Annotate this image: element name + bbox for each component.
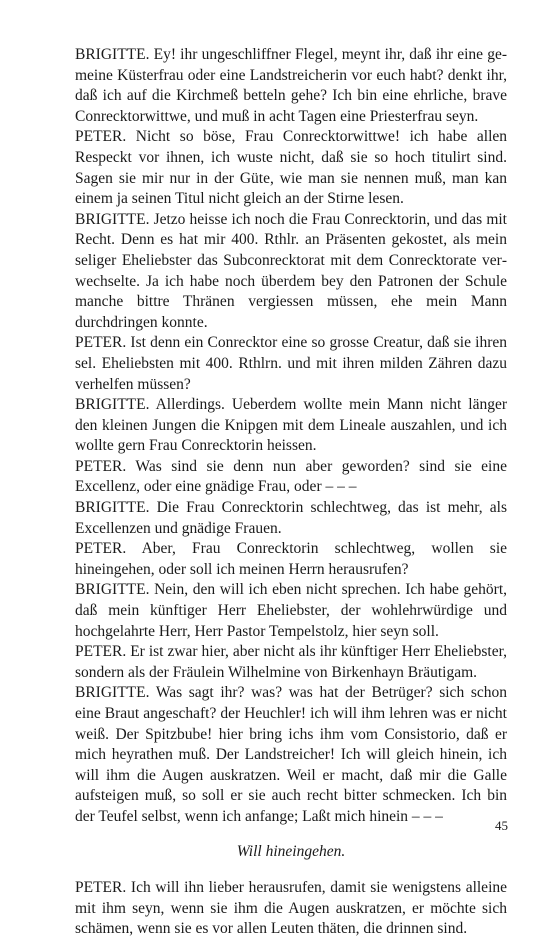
speech-brigitte-4: BRIGITTE. Die Frau Conrecktorin schlechtweg, das ist mehr, als Excellenzen und gnädige Frauen. bbox=[75, 499, 507, 537]
speech-brigitte-6: BRIGITTE. Was sagt ihr? was? was hat der Betrüger? sich schon eine Braut angeschaft? der Heuchler! ich will ihm lehren was er nicht weiß. Der Spitzbube! hier bring ichs ihm vom Consistorio, daß er mich heyrathen muß. Der Landstreicher! Ich will gleich hinein, ich will ihm die Augen auskratzen. Weil er macht, daß mir die Galle aufsteigen muß, so soll er sie auch recht bitter schmecken. Ich bin der Teufel selbst, wenn ich anfange; Laßt mich hinein – – – bbox=[75, 684, 507, 825]
speech-peter-6: PETER. Ich will ihn lieber herausrufen, damit sie wenigstens alleine mit ihm seyn, wenn sie ihm die Augen auskratzen, er möchte sich schämen, wenn sie es vor allen Leuten thäten, die drinnen sind. bbox=[75, 879, 507, 938]
stage-direction: Will hineingehen. bbox=[236, 842, 346, 860]
speech-brigitte-5: BRIGITTE. Nein, den will ich eben nicht sprechen. Ich habe gehört, daß mein künftiger Herr Eheliebster, der wohlehrwürdige und hochgelahrte Herr, Herr Pastor Tempelstolz, hier seyn soll. bbox=[75, 581, 507, 640]
speech-peter-2: PETER. Ist denn ein Conrecktor eine so grosse Creatur, daß sie ihren sel. Eheliebsten mit 400. Rthlrn. und mit ihren milden Zähren dazu verhelfen müssen? bbox=[75, 334, 507, 393]
speech-peter-5: PETER. Er ist zwar hier, aber nicht als ihr künftiger Herr Eheliebster, sondern als der Fräulein Wilhelmine von Birkenhayn Bräutigam. bbox=[75, 643, 507, 681]
page-body bbox=[75, 45, 507, 940]
speech-peter-4: PETER. Aber, Frau Conrecktorin schlechtweg, wollen sie hineingehen, oder soll ich meinen Herrn herausrufen? bbox=[75, 540, 507, 578]
speech-peter-1: PETER. Nicht so böse, Frau Conrecktorwittwe! ich habe allen Respeckt vor ihnen, ich wuste nicht, daß sie so hoch titulirt sind. Sagen sie mir nur in der Güte, wie man sie nennen muß, man kan einem ja seinen Titul nicht gleich an der Stirne lesen. bbox=[75, 128, 507, 208]
speech-brigitte-2: BRIGITTE. Jetzo heisse ich noch die Frau Conrecktorin, und das mit Recht. Denn es hat mir 400. Rthlr. an Präsenten gekostet, als mein seliger Eheliebster das Subconrecktorat mit dem Conrecktorate verwechselte. Ja ich habe noch überdem bey den Patronen der Schule manche bittre Thränen vergiessen müssen, ehe mein Mann durchdringen konnte. bbox=[75, 210, 507, 331]
page-number: 45 bbox=[495, 818, 508, 833]
speech-peter-3: PETER. Was sind sie denn nun aber geworden? sind sie eine Excellenz, oder eine gnädige Frau, oder – – – bbox=[75, 457, 507, 496]
speech-brigitte-3: BRIGITTE. Allerdings. Ueberdem wollte mein Mann nicht länger den kleinen Jungen die Knipgen mit dem Lineale auszahlen, und ich wollte gern Frau Conrecktorin heissen. bbox=[75, 396, 507, 455]
speech-brigitte-1: BRIGITTE. Ey! ihr ungeschliffner Flegel, meynt ihr, daß ihr eine gemeine Küsterfrau oder eine Landstreicherin vor euch habt? denkt ihr, daß ich auf die Kirchmeß betteln gehe? Ich bin eine ehrliche, brave Conrecktorwittwe, und muß in acht Tagen eine Priesterfrau seyn. bbox=[75, 46, 507, 125]
